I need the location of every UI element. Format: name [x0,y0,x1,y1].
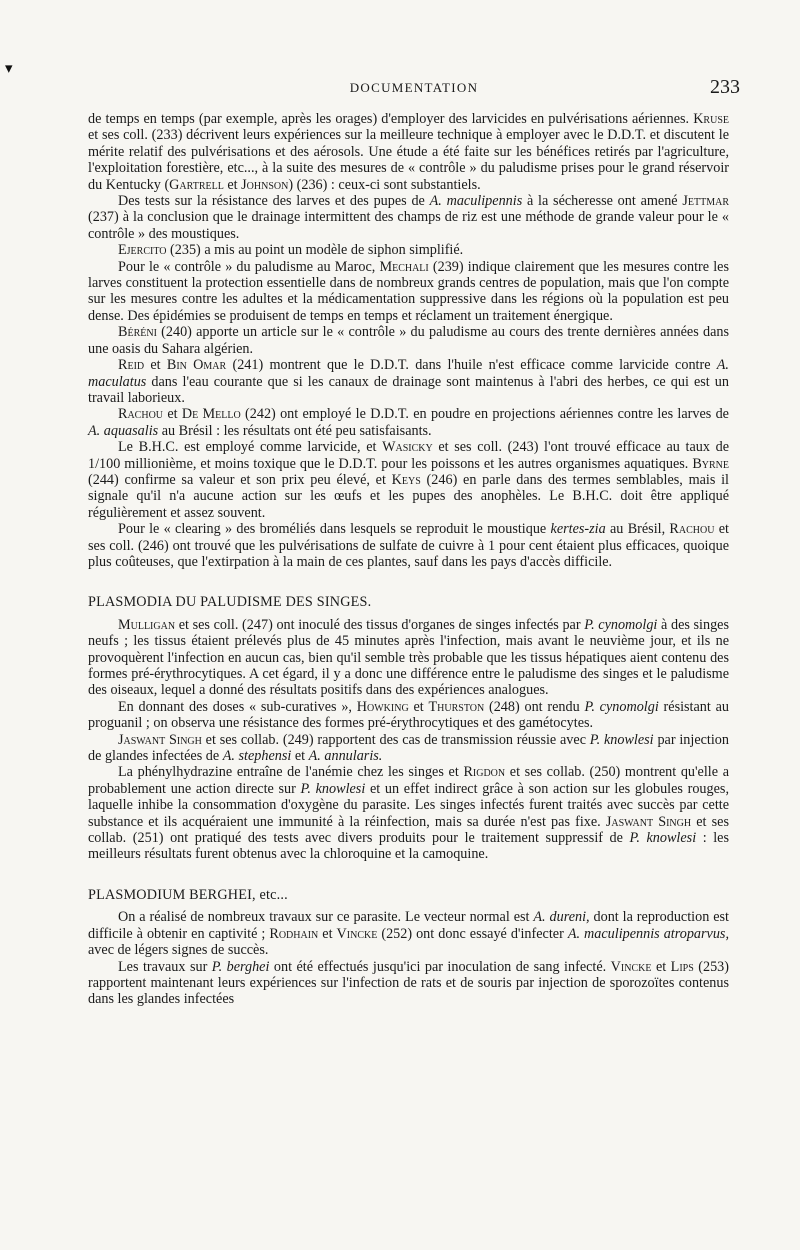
paragraph: Ejercito (235) a mis au point un modèle de siphon simplifié. [118,242,464,259]
paragraph: Reid et Bin Omar (241) montrent que le D.D.T. dans l'huile n'est efficace comme larvicide contre A. maculatus dans l'eau courante que si les canaux de drainage sont maintenus à l'abri des herbes, ce qui est un travail laborieux. [88,357,729,406]
page-number: 233 [710,76,740,98]
margin-mark: ▾ [5,61,13,77]
section-heading: PLASMODIA DU PALUDISME DES SINGES. [88,594,372,611]
paragraph: On a réalisé de nombreux travaux sur ce parasite. Le vecteur normal est A. dureni, dont la reproduction est difficile à obtenir en captivité ; Rodhain et Vincke (252) ont donc essayé d'infecter A. maculipennis atroparvus, avec de légers signes de succès. [88,909,730,959]
paragraph: Des tests sur la résistance des larves et des pupes de A. maculipennis à la sécheresse ont amené Jettmar (237) à la conclusion que le drainage intermittent des champs de riz est une méthode de grande valeur pour le « contrôle » des moustiques. [88,193,729,242]
paragraph: La phénylhydrazine entraîne de l'anémie chez les singes et Rigdon et ses collab. (250) montrent qu'elle a probablement une action directe sur P. knowlesi et un effet indirect grâce à son action sur les globules rouges, laquelle inhibe la consommation d'oxygène du parasite. Les singes infectés furent traités avec succès par cette substance et ils acquéraient une immunité à la réinfection, mais sa durée n'est pas fixe. Jaswant Singh et ses collab. (251) ont pratiqué des tests avec divers produits pour le traitement suppressif de P. knowlesi : les meilleurs résultats furent obtenus avec la chloroquine et la camoquine. [88,764,729,863]
paragraph: Rachou et De Mello (242) ont employé le D.D.T. en poudre en projections aériennes contre les larves de A. aquasalis au Brésil : les résultats ont été peu satisfaisants. [88,406,729,439]
section-heading: PLASMODIUM BERGHEI, etc... [88,886,288,903]
running-title: DOCUMENTATION [349,80,479,95]
paragraph: Le B.H.C. est employé comme larvicide, et Wasicky et ses coll. (243) l'ont trouvé efficace au taux de 1/100 millionième, et moins toxique que le D.D.T. pour les poissons et les autres organismes aquatiques. Byrne (244) confirme sa valeur et son prix peu élevé, et Keys (246) en parle dans des termes semblables, mais il signale qu'il n'a aucune action sur les œufs et les pupes des anophèles. Le B.H.C. doit être appliqué régulièrement et assez souvent. [88,439,730,521]
page-header [88,76,740,100]
paragraph: Pour le « clearing » des broméliés dans lesquels se reproduit le moustique kertes-zia au Brésil, Rachou et ses coll. (246) ont trouvé que les pulvérisations de sulfate de cuivre à 1 pour cent étaient plus efficaces, quoique plus coûteuses, que l'extirpation à la main de ces plantes, sauf dans les pays d'accès difficile. [88,521,729,570]
paragraph: Béréni (240) apporte un article sur le « contrôle » du paludisme au cours des trente dernières années dans une oasis du Sahara algérien. [88,324,729,357]
paragraph: En donnant des doses « sub-curatives », Howking et Thurston (248) ont rendu P. cynomolgi résistant au proguanil ; on observa une résistance des formes pré-érythrocytiques et des gamétocytes. [88,698,729,732]
paragraph: Pour le « contrôle » du paludisme au Maroc, Mechali (239) indique clairement que les mesures contre les larves constituent la protection essentielle dans de nombreux grands centres de population, mais que l'on compte sur les mesures contre les adultes et la médicamentation suppressive dans les régions où la population est peu dense. Des épidémies se produisent de temps en temps et réclament un traitement énergique. [88,258,729,324]
paragraph: Jaswant Singh et ses collab. (249) rapportent des cas de transmission réussie avec P. knowlesi par injection de glandes infectées de A. stephensi et A. annularis. [88,731,729,765]
paragraph: Mulligan et ses coll. (247) ont inoculé des tissus d'organes de singes infectés par P. cynomolgi à des singes neufs ; les tissus étaient prélevés plus de 45 minutes après l'infection, mais avant le neuvième jour, et ils ne provoquèrent l'infection en aucun cas, bien qu'il semble très probable que les tissus hépatiques aient contenu des formes pré-érythrocytiques. A cet égard, il y a donc une différence entre le paludisme des singes et le paludisme des oiseaux, lequel a donné des résultats positifs dans des expériences analogues. [88,616,730,699]
paragraph: Les travaux sur P. berghei ont été effectués jusqu'ici par inoculation de sang infecté. Vincke et Lips (253) rapportent maintenant leurs expériences sur l'infection de rats et de souris par injection de sporozoïtes contenus dans les glandes infectées [88,958,729,1008]
paragraph: de temps en temps (par exemple, après les orages) d'employer des larvicides en pulvérisations aériennes. Kruse et ses coll. (233) décrivent leurs expériences sur la meilleure technique à employer avec le D.D.T. et discutent le mérite relatif des pulvérisations et des aérosols. Une étude a été faite sur les bénéfices retirés par l'agriculture, l'exploitation forestière, etc..., à la suite des mesures de « contrôle » du paludisme prises pour le grand réservoir du Kentucky (Gartrell et Johnson) (236) : ceux-ci sont substantiels. [88,111,729,193]
page-body [88,111,729,1008]
